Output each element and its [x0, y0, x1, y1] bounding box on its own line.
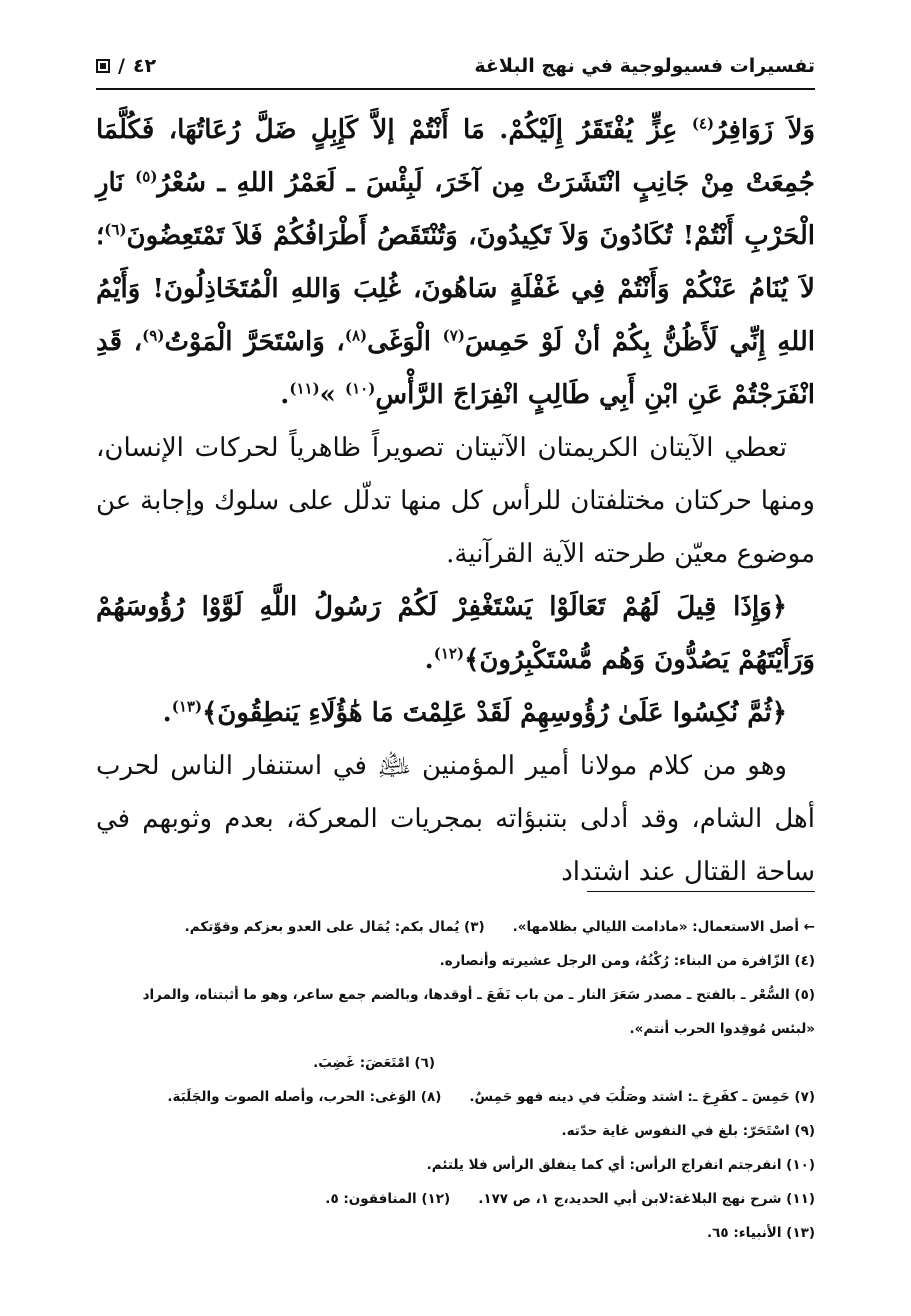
sermon-text: . [280, 380, 290, 410]
footnote-ref-12: (١٢) [433, 644, 465, 663]
footnote-row [96, 1046, 815, 1080]
book-title: تفسيرات فسيولوجية في نهج البلاغة [474, 55, 815, 77]
footnote-ref-5: (٥) [135, 167, 158, 186]
folio-separator: / [118, 55, 125, 77]
footnote-9: (٩) اسْتَحَرّ: بلغ في النفوس غاية حدّته. [561, 1123, 815, 1139]
footnote-ref-6: (٦) [104, 220, 127, 239]
footnote-row [96, 910, 815, 944]
paragraph-commentary: وهو من كلام مولانا أمير المؤمنين ﵇ في استنفار الناس لحرب أهل الشام، وقد أدلى بتنبؤاته بمجريات المعركة، بعدم وثوبهم في ساحة القتال عند اشتداد [96, 751, 815, 887]
verse-text: ﴿ثُمَّ نُكِسُوا عَلَىٰ رُؤُوسِهِمْ لَقَدْ عَلِمْتَ مَا هَٰؤُلَاءِ يَنطِقُونَ﴾ [202, 698, 787, 728]
footnote-divider [587, 891, 815, 892]
footnote-ref-9: (٩) [142, 326, 165, 345]
sermon-text: نَارِ الْحَرْبِ أَنْتُمْ! تُكَادُونَ وَلاَ تَكِيدُونَ، وَتُنْتَقَصُ أَطْرَافُكُمْ فَلاَ تَمْتَعِضُونَ [96, 168, 815, 251]
footnote-ref-7: (٧) [442, 326, 465, 345]
footnote-row [96, 944, 815, 978]
footnote-13: (١٣) الأنبياء: ٦٥. [707, 1225, 815, 1241]
footnote-6: (٦) امْتَعَضَ: غَضِبَ. [313, 1055, 435, 1071]
footnote-8: (٨) الوَغى: الحرب، وأصله الصوت والجَلَبَة. [167, 1089, 442, 1105]
footnote-4: (٤) الزّافرة من البناء: رُكْنُهُ، ومن الرجل عشيرته وأنصاره. [439, 953, 815, 969]
verse-text: ﴿وَإِذَا قِيلَ لَهُمْ تَعَالَوْا يَسْتَغْفِرْ لَكُمْ رَسُولُ اللَّهِ لَوَّوْا رُؤُوسَهُمْ وَرَأَيْتَهُمْ يَصُدُّونَ وَهُم مُّسْتَكْبِرُونَ﴾ [96, 592, 815, 675]
footnote-3: (٣) يُمال بكم: يُمَال على العدو بعزكم وقوّتكم. [184, 919, 485, 935]
quoted-sermon [96, 104, 815, 422]
verse-end: . [424, 645, 434, 675]
sermon-text: ؛ لاَ يُنَامُ عَنْكُمْ وَأَنْتُمْ فِي غَفْلَةٍ سَاهُونَ، غُلِبَ وَاللهِ الْمُتَخَاذِلُونَ! وَأَيْمُ اللهِ إِنِّي لَأَظُنُّ بِكُمْ أنْ لَوْ حَمِسَ [96, 221, 815, 357]
footnote-ref-10: (١٠) [344, 379, 376, 398]
footnote-row [96, 1114, 815, 1148]
footnote-row [96, 1080, 815, 1114]
paragraph-intro: تعطي الآيتان الكريمتان الآتيتان تصويراً ظاهرياً لحركات الإنسان، ومنها حركتان مختلفتان للرأس كل منها تدلّل على سلوك وإجابة عن موضوع معيّن طرحته الآية القرآنية. [96, 433, 815, 569]
quran-verse-1 [96, 581, 815, 687]
footnote-11: (١١) شرح نهج البلاغة:لابن أبي الحديد،ج ١، ص ١٧٧. [478, 1191, 815, 1207]
footnote-12: (١٢) المنافقون: ٥. [325, 1191, 451, 1207]
footnote-10: (١٠) انفرجتم انفراج الرأس: أي كما ينفلق الرأس فلا يلتئم. [426, 1157, 815, 1173]
footnote-row [96, 1182, 815, 1216]
footnote-7: (٧) حَمِسَ ـ كفَرِحَ ـ: اشتد وصَلُبَ في دينه فهو حَمِسٌ. [469, 1089, 815, 1105]
running-header [96, 44, 815, 90]
page-number: ٤٢ [132, 55, 157, 77]
footnote-row [96, 1148, 815, 1182]
sermon-text: الْوَغَى [367, 327, 443, 357]
footnote-ref-13: (١٣) [171, 697, 203, 716]
footnote-ref-11: (١١) [289, 379, 320, 398]
verse-end: . [162, 698, 172, 728]
sermon-text: عِزٍّ يُفْتَقَرُ إِلَيْكُمْ. مَا أَنْتُمْ إلاَّ كَإِبِلٍ ضَلَّ رُعَاتُهَا، فَكُلَّمَا جُمِعَتْ مِنْ جَانِبٍ انْتَشَرَتْ مِن آخَرَ، لَبِئْسَ ـ لَعَمْرُ اللهِ ـ سُعْرُ [96, 115, 815, 198]
footnote-row [96, 978, 815, 1046]
footnotes [96, 910, 815, 1250]
sermon-text: ، قَدِ انْفَرَجْتُمْ عَنِ ابْنِ أَبِي طَالِبٍ انْفِرَاجَ الرَّأْسِ [96, 327, 815, 410]
footnote-5: (٥) السُّعْر ـ بالفتح ـ مصدر سَعَرَ النار ـ من باب نَفَعَ ـ أوقدها، وبالضم جمع ساعر، وهو ما أثبتناه، والمراد «لبئس مُوقِدوا الحرب أنتم». [142, 987, 815, 1037]
quran-verse-2 [96, 687, 815, 740]
footnote-ref-8: (٨) [344, 326, 368, 345]
page-folio [96, 55, 156, 77]
square-ornament-icon [96, 59, 110, 73]
footnote-row [96, 1216, 815, 1250]
main-text [96, 104, 815, 899]
footnote-ref-4: (٤) [691, 114, 715, 133]
sermon-text: ، وَاسْتَحَرَّ الْمَوْتُ [164, 327, 345, 357]
sermon-text: وَلاَ زَوَافِرُ [714, 115, 815, 145]
footnote-continued: ← أصل الاستعمال: «مادامت الليالي بظلامها». [512, 919, 815, 935]
sermon-text: » [319, 380, 345, 410]
